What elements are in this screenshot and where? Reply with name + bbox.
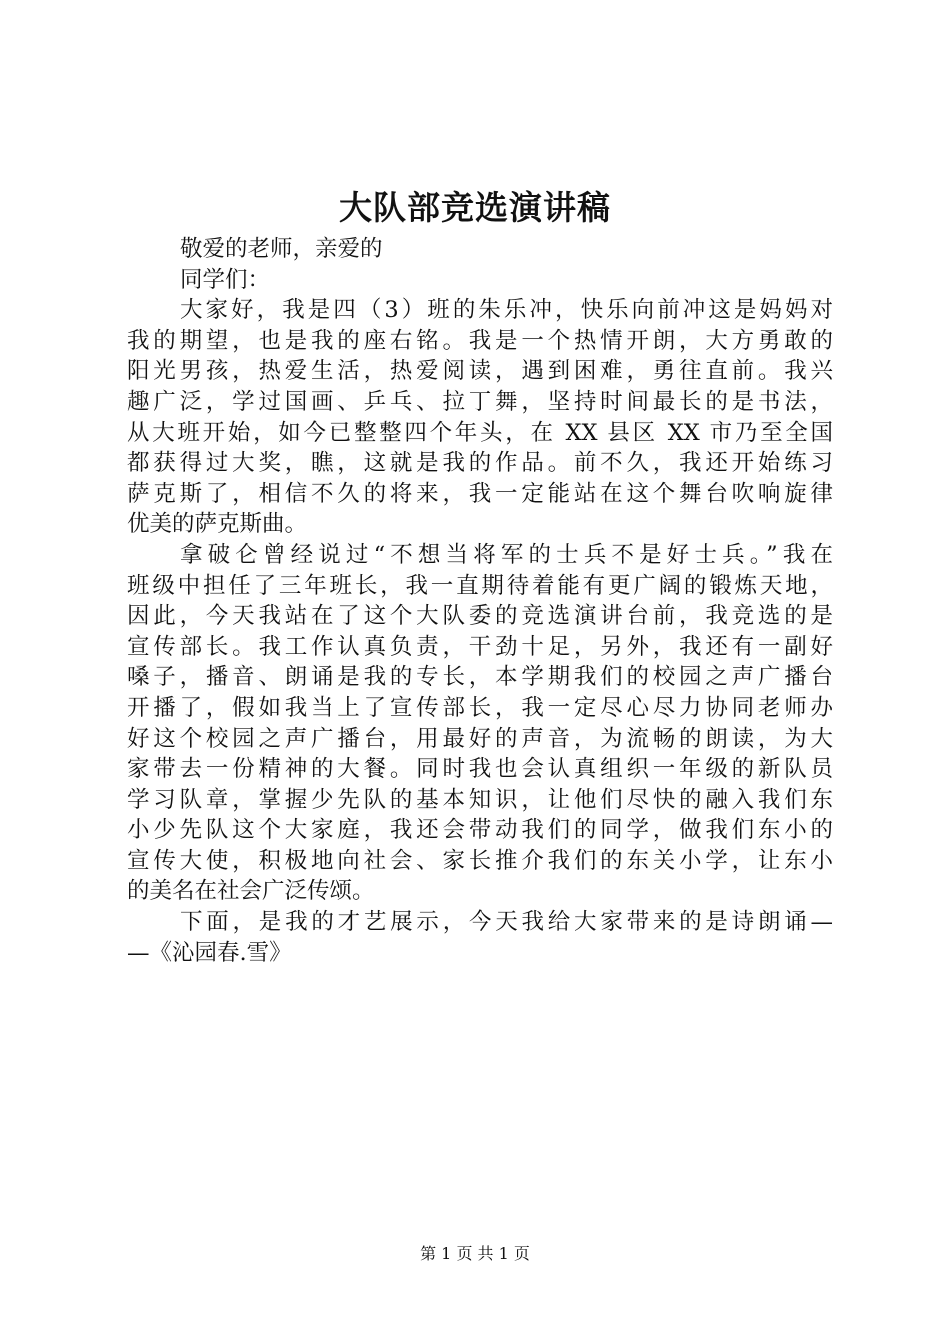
body-line: 同学们： — [180, 266, 271, 293]
body-line: 开播了，假如我当上了宣传部长，我一定尽心尽力协同老师办 — [127, 694, 833, 721]
document-body — [127, 234, 833, 968]
body-line: 因此，今天我站在了这个大队委的竞选演讲台前，我竞选的是 — [127, 603, 833, 630]
body-line: 学习队章，掌握少先队的基本知识，让他们尽快的融入我们东 — [127, 786, 833, 813]
body-line: 阳光男孩，热爱生活，热爱阅读，遇到困难，勇往直前。我兴 — [127, 358, 833, 385]
body-line: 宣传大使，积极地向社会、家长推介我们的东关小学，让东小 — [127, 847, 833, 874]
body-line: 都获得过大奖，瞧，这就是我的作品。前不久，我还开始练习 — [127, 450, 833, 477]
body-line: 大家好，我是四（3）班的朱乐冲，快乐向前冲这是妈妈对 — [180, 297, 833, 324]
body-line: 趣广泛，学过国画、乒乓、拉丁舞，坚持时间最长的是书法， — [127, 388, 833, 415]
body-line: 的美名在社会广泛传颂。 — [127, 878, 375, 905]
body-line: 宣传部长。我工作认真负责，干劲十足，另外，我还有一副好 — [127, 633, 833, 660]
body-line: 优美的萨克斯曲。 — [127, 511, 308, 538]
body-line: 萨克斯了，相信不久的将来，我一定能站在这个舞台吹响旋律 — [127, 480, 833, 507]
body-line: 家带去一份精神的大餐。同时我也会认真组织一年级的新队员 — [127, 756, 833, 783]
body-line: 我的期望，也是我的座右铭。我是一个热情开朗，大方勇敢的 — [127, 327, 833, 354]
body-line: 嗓子，播音、朗诵是我的专长，本学期我们的校园之声广播台 — [127, 664, 833, 691]
body-line: 班级中担任了三年班长，我一直期待着能有更广阔的锻炼天地， — [127, 572, 833, 599]
body-line: —《沁园春.雪》 — [127, 939, 292, 966]
page-footer: 第 1 页 共 1 页 — [420, 1244, 530, 1263]
body-line: 小少先队这个大家庭，我还会带动我们的同学，做我们东小的 — [127, 817, 833, 844]
document-title: 大队部竞选演讲稿 — [339, 188, 611, 227]
body-line: 从大班开始，如今已整整四个年头，在 XX 县区 XX 市乃至全国 — [127, 419, 833, 446]
body-line: 敬爱的老师，亲爱的 — [180, 236, 383, 262]
body-line: 拿破仑曾经说过“不想当将军的士兵不是好士兵。”我在 — [180, 541, 833, 568]
body-line: 下面，是我的才艺展示，今天我给大家带来的是诗朗诵— — [180, 909, 833, 936]
body-line: 好这个校园之声广播台，用最好的声音，为流畅的朗读，为大 — [127, 725, 833, 752]
